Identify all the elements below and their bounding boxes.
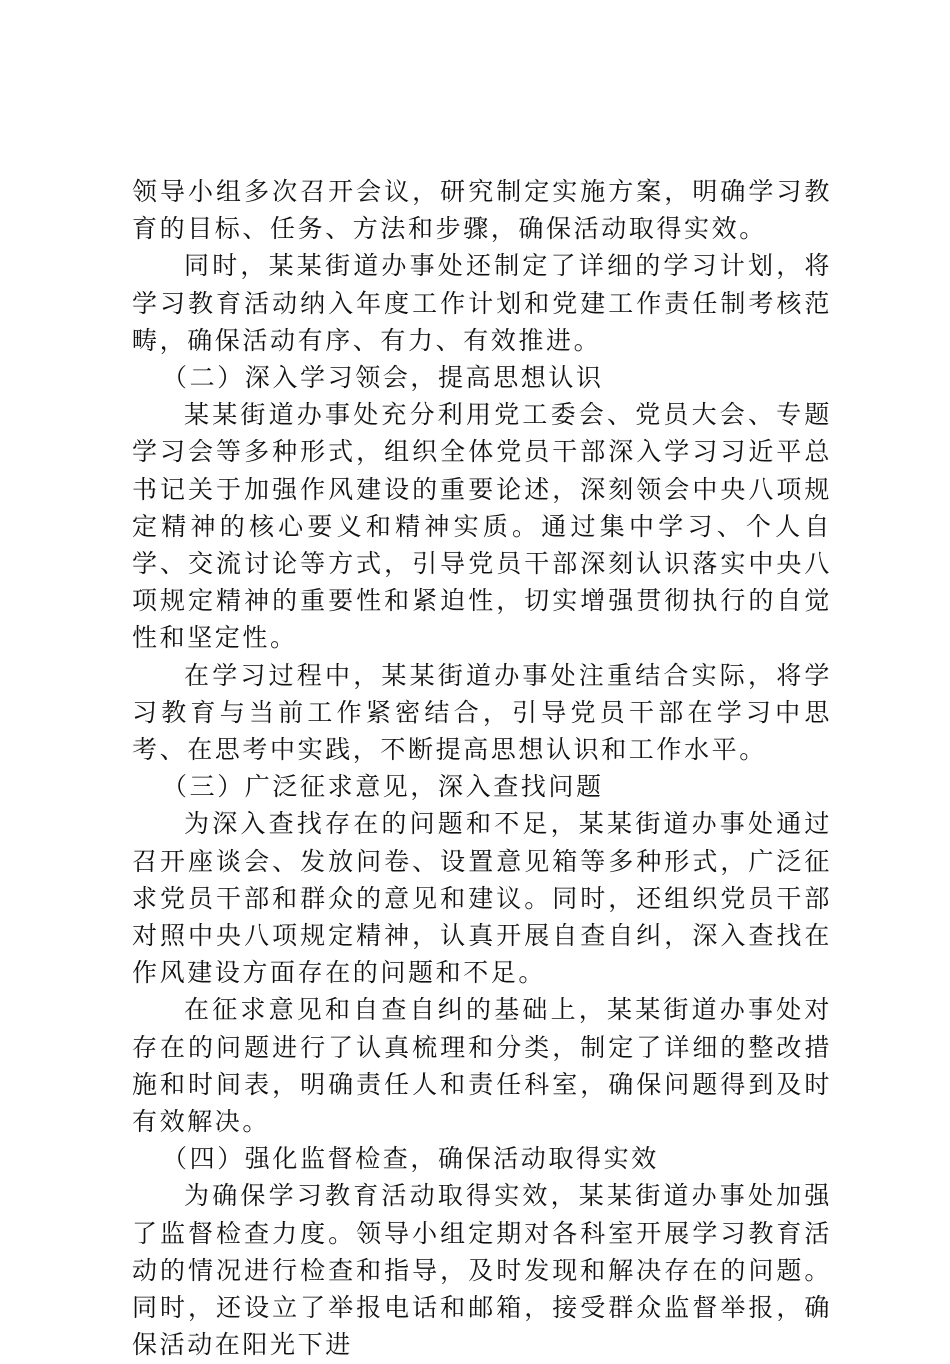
paragraph-rectification: 在征求意见和自查自纠的基础上，某某街道办事处对存在的问题进行了认真梳理和分类，制定了详细的整改措施和时间表，明确责任人和责任科室，确保问题得到及时有效解决。 [132,995,832,1137]
section-heading-2: （二）深入学习领会，提高思想认识 [162,363,604,393]
paragraph-study-forms: 某某街道办事处充分利用党工委会、党员大会、专题学习会等多种形式，组织全体党员干部深入学习习近平总书记关于加强作风建设的重要论述，深刻领会中央八项规定精神的核心要义和精神实质。通过集中学习、个人自学、交流讨论等方式，引导党员干部深刻认识落实中央八项规定精神的重要性和紧迫性，切实增强贯彻执行的自觉性和坚定性。 [132,400,832,653]
paragraph-supervision: 为确保学习教育活动取得实效，某某街道办事处加强了监督检查力度。领导小组定期对各科室开展学习教育活动的情况进行检查和指导，及时发现和解决存在的问题。同时，还设立了举报电话和邮箱，接受群众监督举报，确保活动在阳光下进 [132,1181,832,1360]
paragraph-study-process: 在学习过程中，某某街道办事处注重结合实际，将学习教育与当前工作紧密结合，引导党员干部在学习中思考、在思考中实践，不断提高思想认识和工作水平。 [132,660,832,765]
paragraph-study-plan: 同时，某某街道办事处还制定了详细的学习计划，将学习教育活动纳入年度工作计划和党建工作责任制考核范畴，确保活动有序、有力、有效推进。 [132,251,832,355]
document-body [132,173,832,1364]
paragraph-continued: 领导小组多次召开会议，研究制定实施方案，明确学习教育的目标、任务、方法和步骤，确保活动取得实效。 [132,177,832,244]
section-heading-3: （三）广泛征求意见，深入查找问题 [162,772,604,802]
section-heading-4: （四）强化监督检查，确保活动取得实效 [162,1144,659,1174]
paragraph-find-problems: 为深入查找存在的问题和不足，某某街道办事处通过召开座谈会、发放问卷、设置意见箱等多种形式，广泛征求党员干部和群众的意见和建议。同时，还组织党员干部对照中央八项规定精神，认真开展自查自纠，深入查找在作风建设方面存在的问题和不足。 [132,809,832,988]
